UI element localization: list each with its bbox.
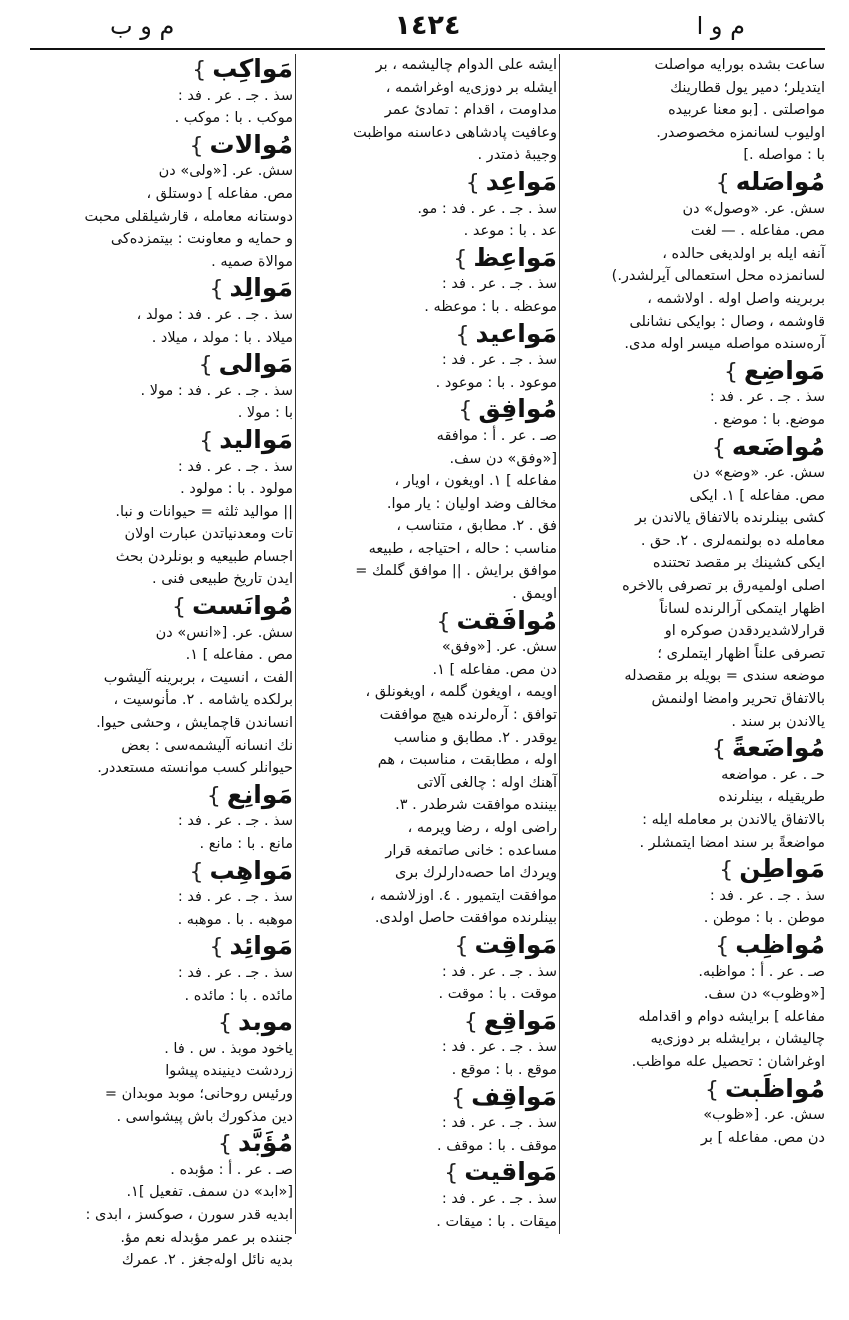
brace-glyph: } xyxy=(455,322,470,348)
entry-line: بيننده موافقت شرطدر . ٣. xyxy=(395,797,557,814)
entry-line: مص. مفاعله ] دوستلق ، xyxy=(146,185,293,202)
brace-glyph: } xyxy=(719,858,734,884)
entry-headword: مَواطِن xyxy=(739,854,825,884)
entry-line: موقت . با : موقت . xyxy=(438,986,557,1003)
entry-line: [«وفق» دن سف. xyxy=(449,450,557,467)
entry-line: مفاعله ] برايشه دوام و اقدامله xyxy=(638,1008,825,1025)
entry-line: قرارلاشديردقدن صوكره او xyxy=(664,623,825,640)
entry-line: اوغراشان : تحصيل عله مواظب. xyxy=(631,1053,825,1070)
entry-line: ميقات . با : ميقات . xyxy=(436,1213,557,1230)
dictionary-entry xyxy=(299,1157,557,1233)
entry-line: بالاتفاق تحرير وامضا اولنمش xyxy=(651,691,825,708)
dictionary-entry xyxy=(299,167,557,243)
dictionary-entry xyxy=(31,349,293,425)
entry-headword: مُوانَست xyxy=(191,591,293,621)
entry-line: سذ . جـ . عر . فد : xyxy=(177,889,293,906)
page-header xyxy=(30,10,825,46)
entry-line: ايدن تاريخ طبيعى فنى . xyxy=(152,571,293,588)
entry-line: || مواليد ثلثه = حيوانات و نبا. xyxy=(115,503,293,520)
dictionary-entry xyxy=(299,319,557,395)
entry-line: ايكى كشينك بر مقصد تحتنده xyxy=(652,555,825,572)
entry-headword: موبد xyxy=(238,1007,293,1037)
entry-headword: مَواقيت xyxy=(464,1157,557,1187)
entry-line: مص . مفاعله ] ١. xyxy=(185,647,293,664)
entry-line: سذ . جـ . عر . فد : xyxy=(441,1115,557,1132)
entry-headword: مَواهِب xyxy=(209,855,293,885)
entry-line: سذ . جـ . عر . فد : xyxy=(177,87,293,104)
entry-line: موافق برايش . || موافق گلمك = xyxy=(355,563,557,580)
entry-line: صـ . عر . أ : موافقه xyxy=(436,427,557,444)
brace-glyph: } xyxy=(171,595,186,621)
entry-line: ايتديلر؛ دمير يول قطارينك xyxy=(670,79,825,96)
entry-line: سذ . جـ . عر . فد : xyxy=(177,964,293,981)
entry-line: يوقدر . ٢. مطابق و مناسب xyxy=(393,729,557,746)
brace-glyph: } xyxy=(453,246,468,272)
entry-line: آره‌سنده مواصله ميسر اوله مدى. xyxy=(624,336,825,353)
entry-line: دن مص. مفاعله ] ١. xyxy=(432,661,557,678)
dictionary-entry xyxy=(31,1007,293,1128)
brace-glyph: } xyxy=(463,1009,478,1035)
entry-line: موعود . با : موعود . xyxy=(435,374,557,391)
entry-line: انساندن قاچمايش ، وحشى حيوا. xyxy=(96,715,293,732)
entry-line: حيوانلر كسب موانسته مستعددر. xyxy=(97,760,293,777)
dictionary-entry xyxy=(31,54,293,130)
dictionary-entry xyxy=(299,394,557,605)
entry-line: مساعده : خانى صاتمغه قرار xyxy=(385,842,557,859)
entry-line: مناسب : حاله ، احتياجه ، طبيعه xyxy=(368,540,557,557)
entry-line: مانع . با : مانع . xyxy=(199,836,293,852)
brace-glyph: } xyxy=(198,353,213,379)
entry-line: سش. عر. «وصول» دن xyxy=(682,200,825,217)
entry-headword: مَواقِت xyxy=(474,929,557,959)
entry-line: مواصلتى . [بو معنا عربيده xyxy=(668,102,825,119)
entry-line: اويمق . xyxy=(512,586,557,603)
entry-headword: مُوافِق xyxy=(478,394,557,424)
entry-line: موضعه سندى = بويله بر مقصدله xyxy=(624,668,825,685)
dictionary-entry xyxy=(563,432,825,734)
entry-line: دوستانه معامله ، قارشيلقلى محبت xyxy=(84,208,293,225)
entry-headword: مَواقِف xyxy=(471,1081,557,1111)
brace-glyph: } xyxy=(436,609,451,635)
dictionary-entry xyxy=(563,733,825,854)
entry-line: سش. عر. [«وفق» xyxy=(441,639,557,656)
entry-line: مداومت ، اقدام : تمادئ عمر xyxy=(384,102,557,119)
entry-line: سذ . جـ . عر . فد : مولد ، xyxy=(136,306,293,323)
entry-headword: مَواقِع xyxy=(483,1005,557,1035)
entry-line: موهبه . با . موهبه . xyxy=(177,911,293,928)
brace-glyph: } xyxy=(451,1085,466,1111)
entry-line: سذ . جـ . عر . فد : xyxy=(709,389,825,406)
entry-line: دين مذكورك باش پيشواسى . xyxy=(116,1108,293,1125)
entry-line: جننده بر عمر مؤبدله نعم مؤ. xyxy=(120,1229,293,1246)
entry-line: يالاندن بر سند . xyxy=(731,713,825,730)
entry-line: بديه نائل اوله‌جغز . ٢. عمرك xyxy=(121,1252,293,1269)
entry-headword: مَوانِع xyxy=(226,779,293,809)
entry-headword: مُواصَله xyxy=(735,166,825,196)
brace-glyph: } xyxy=(189,133,204,159)
entry-line: قاوشمه ، وصال : بوايكى نشانلى xyxy=(629,313,825,330)
header-rule xyxy=(30,48,825,50)
brace-glyph: } xyxy=(206,783,221,809)
column-right xyxy=(563,54,825,1234)
dictionary-entry xyxy=(31,1128,293,1272)
entry-line: تصرفى علناً اظهار ايتملرى ؛ xyxy=(657,645,825,662)
dictionary-entry xyxy=(563,167,825,356)
entry-line: اوله ، مطابقت ، مناسبت ، هم xyxy=(377,752,557,769)
entry-line: با : مولا . xyxy=(237,405,293,422)
dictionary-entry xyxy=(563,1074,825,1150)
dictionary-entry xyxy=(563,356,825,432)
entry-headword: مَواعِظ xyxy=(473,242,557,272)
header-left-letters: م و ب xyxy=(110,12,175,40)
entry-line: سش. عر. «وضع» دن xyxy=(692,465,825,482)
dictionary-entry xyxy=(31,780,293,856)
brace-glyph: } xyxy=(715,933,730,959)
brace-glyph: } xyxy=(189,859,204,885)
entry-headword: مَوالِد xyxy=(229,273,293,303)
entry-line: ابديه قدر سورن ، صوكسز ، ابدى : xyxy=(85,1206,293,1223)
page-number: ١٤٢٤ xyxy=(394,10,461,41)
entry-line: صـ . عر . أ : مواظبه. xyxy=(698,963,825,980)
entry-line: مص. مفاعله . — لغت xyxy=(690,223,825,240)
entry-line: سذ . جـ . عر . فد : xyxy=(441,276,557,293)
entry-line: طريقيله ، بينلرنده xyxy=(718,789,825,806)
entry-line: موقع . با : موقع . xyxy=(451,1061,557,1078)
entry-line: بربرينه واصل اوله . اولاشمه ، xyxy=(647,290,825,307)
entry-line: اوليوب لسانمزه مخصوصدر. xyxy=(656,124,825,141)
entry-headword: مُوافَقت xyxy=(456,605,557,635)
column-middle xyxy=(299,54,557,1234)
entry-line: ايشه على الدوام چاليشمه ، بر xyxy=(375,57,557,73)
entry-headword: مَواليد xyxy=(219,424,293,454)
entry-headword: مَوالى xyxy=(218,349,293,379)
entry-line: اظهار ايتمكى آرالرنده لساناً xyxy=(659,600,825,617)
dictionary-entry xyxy=(31,856,293,932)
entry-line: موقف . با : موقف . xyxy=(436,1137,557,1154)
brace-glyph: } xyxy=(209,277,224,303)
entry-headword: مَواعيد xyxy=(475,318,557,348)
entry-line: چاليشان ، برايشله بر دوزى‌يه xyxy=(650,1031,825,1048)
entry-line: سذ . جـ . عر . فد : xyxy=(177,458,293,475)
entry-line: موكب . با : موكب . xyxy=(174,110,293,127)
brace-glyph: } xyxy=(209,935,224,961)
entry-line: سذ . جـ . عر . فد : xyxy=(709,887,825,904)
entry-headword: مَواضِع xyxy=(744,355,825,385)
entry-line: سذ . جـ . عر . فد : xyxy=(441,963,557,980)
entry-line: موعظه . با : موعظه . xyxy=(424,298,557,315)
dictionary-entry xyxy=(299,606,557,930)
brace-glyph: } xyxy=(218,1011,233,1037)
dictionary-entry xyxy=(31,591,293,780)
entry-line: ساعت بشده بورايه مواصلت xyxy=(654,57,825,73)
column-left xyxy=(31,54,293,1269)
brace-glyph: } xyxy=(192,58,207,83)
entry-line: سش. عر. [«انس» دن xyxy=(155,624,293,641)
dictionary-entry xyxy=(31,931,293,1007)
entry-line: سذ . جـ . عر . فد : xyxy=(441,1190,557,1207)
entry-headword: مَواعِد xyxy=(485,166,557,196)
entry-line: مواضعةً بر سند امضا ايتمشلر . xyxy=(639,834,825,851)
entry-line: فق . ٢. مطابق ، متناسب ، xyxy=(396,518,557,535)
entry-headword: مُواضَعةً xyxy=(731,733,825,763)
entry-line: [«ابد» دن سمف. تفعيل ]١. xyxy=(126,1184,293,1201)
brace-glyph: } xyxy=(454,933,469,959)
entry-line: ياخود موبذ . س . فا . xyxy=(164,1040,293,1057)
entry-line: نك انسانه آليشمه‌سى : بعض xyxy=(121,737,293,754)
entry-line: زردشت دينينده پيشوا xyxy=(165,1063,293,1080)
entry-line: لسانمزده محل استعمالى آيرلشدر.) xyxy=(611,268,825,285)
brace-glyph: } xyxy=(458,398,473,424)
entry-line: بينلرنده موافقت حاصل اولدى. xyxy=(374,910,557,927)
dictionary-entry xyxy=(31,130,293,274)
entry-line: اويمه ، اويغون گلمه ، اويغونلق ، xyxy=(365,684,557,701)
entry-line: آهنك اوله : چالغى آلاتى xyxy=(416,774,557,791)
brace-glyph: } xyxy=(711,435,726,461)
entry-line: راضى اوله ، رضا ويرمه ، xyxy=(407,820,557,836)
entry-line: معامله ده بولنمه‌لرى . ٢. حق . xyxy=(640,532,825,549)
entry-headword: مُواظَبت xyxy=(725,1073,825,1103)
entry-line: سذ . جـ . عر . فد : مو. xyxy=(417,200,557,217)
entry-line: مائده . با : مائده . xyxy=(184,987,293,1004)
entry-line: برلكده ياشامه . ٢. مأنوسيت ، xyxy=(113,692,293,709)
entry-line: صـ . عر . أ : مؤبده . xyxy=(170,1161,293,1178)
entry-line: عد . با : موعد . xyxy=(463,223,557,240)
entry-line: مخالف وضد اوليان : يار موا. xyxy=(386,495,557,512)
entry-line: موالاة صميه . xyxy=(211,253,293,270)
entry-line: مفاعله ] ١. اويغون ، اويار ، xyxy=(394,473,557,490)
header-right-letters: م و ا xyxy=(696,12,745,40)
brace-glyph: } xyxy=(705,1077,720,1103)
entry-headword: مُواظِب xyxy=(735,929,825,959)
entry-line: ميلاد . با : مولد ، ميلاد . xyxy=(151,329,293,346)
entry-line: موافقت ايتميور . ٤. اوزلاشمه ، xyxy=(370,887,557,904)
entry-line: وجيبهٔ ذمتدر . xyxy=(477,147,557,164)
entry-line: با : مواصله .] xyxy=(743,147,825,164)
entry-line: و حمايه و معاونت : بيتمزده‌كى xyxy=(110,231,293,248)
entry-line: ورئيس روحانى؛ موبد موبدان = xyxy=(104,1085,293,1102)
entry-line: ويردك اما حصه‌دارلرك برى xyxy=(394,865,557,882)
entry-line: وعافيت پادشاهى دعاسنه مواظبت xyxy=(353,124,557,141)
dictionary-entry xyxy=(299,243,557,319)
entry-line: بالاتفاق يالاندن بر معامله ايله : xyxy=(642,812,825,828)
dictionary-entry xyxy=(299,1082,557,1158)
entry-line: [«وظوب» دن سف. xyxy=(703,986,825,1003)
entry-line: مولود . با : مولود . xyxy=(180,481,293,498)
entry-line: الفت ، انسيت ، بربرينه آليشوب xyxy=(103,669,293,686)
entry-line: سذ . جـ . عر . فد : xyxy=(441,1039,557,1056)
entry-headword: مَوائِد xyxy=(229,931,293,961)
brace-glyph: } xyxy=(724,359,739,385)
brace-glyph: } xyxy=(715,170,730,196)
entry-line: توافق : آره‌لرنده هيچ موافقت xyxy=(379,707,557,724)
column-divider xyxy=(295,54,296,1234)
entry-line: دن مص. مفاعله ] بر xyxy=(700,1129,825,1146)
entry-line: تات ومعدنياتدن عبارت اولان xyxy=(124,526,293,543)
brace-glyph: } xyxy=(711,737,726,763)
entry-line: اصلى اولميه‌رق بر تصرفى بالاخره xyxy=(622,578,825,595)
entry-line: حـ . عر . مواضعه xyxy=(721,766,825,783)
dictionary-entry xyxy=(563,930,825,1074)
entry-line: موضع. با : موضع . xyxy=(713,411,825,428)
dictionary-entry xyxy=(299,1006,557,1082)
brace-glyph: } xyxy=(199,428,214,454)
dictionary-entry xyxy=(31,273,293,349)
entry-headword: مُؤَبَّد xyxy=(238,1128,293,1158)
entry-line: كشى بينلرنده بالاتفاق يالاندن بر xyxy=(634,510,825,527)
column-divider xyxy=(559,54,560,1234)
entry-headword: مُوالات xyxy=(209,129,293,159)
brace-glyph: } xyxy=(465,170,480,196)
dictionary-entry xyxy=(31,425,293,591)
entry-line: ايشله بر دوزى‌يه اوغراشمه ، xyxy=(385,79,557,96)
brace-glyph: } xyxy=(218,1132,233,1158)
dictionary-columns xyxy=(30,54,825,1269)
dictionary-entry xyxy=(563,854,825,930)
entry-headword: مَواكِب xyxy=(212,54,293,83)
entry-line: موطن . با : موطن . xyxy=(703,910,825,927)
entry-line: مص. مفاعله ] ١. ايكى xyxy=(689,487,825,504)
entry-line: سش. عر. [«ولى» دن xyxy=(158,163,293,180)
entry-line: سش. عر. [«ظوب» xyxy=(703,1107,825,1124)
dictionary-entry xyxy=(299,930,557,1006)
entry-line: اجسام طبيعيه و بونلردن بحث xyxy=(115,548,293,565)
entry-line: سذ . جـ . عر . فد : مولا . xyxy=(140,382,293,399)
entry-line: آنفه ايله بر اولديغى حالده ، xyxy=(662,245,825,262)
dictionary-entry xyxy=(563,54,825,167)
entry-line: سذ . جـ . عر . فد : xyxy=(441,352,557,369)
entry-line: سذ . جـ . عر . فد : xyxy=(177,813,293,830)
brace-glyph: } xyxy=(444,1161,459,1187)
dictionary-entry xyxy=(299,54,557,167)
entry-headword: مُواضَعه xyxy=(731,431,825,461)
